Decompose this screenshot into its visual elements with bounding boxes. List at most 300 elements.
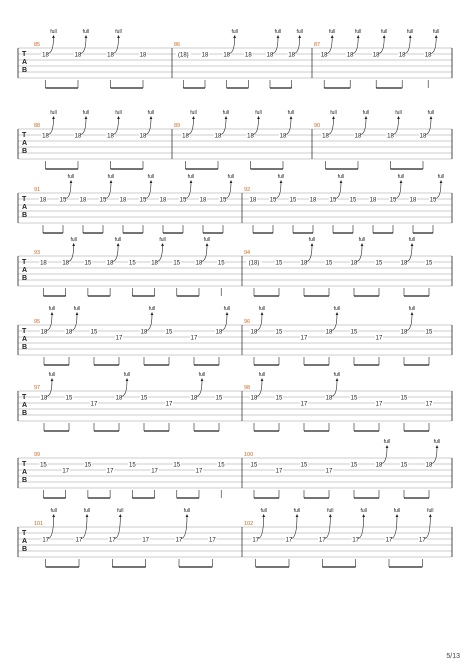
bend-label: full xyxy=(70,237,77,243)
fret-number: 18 xyxy=(244,52,252,59)
fret-number: 18 xyxy=(398,52,406,59)
bend-arrowhead xyxy=(409,35,412,38)
tab-clef-letter: B xyxy=(22,344,28,351)
fret-number: 18 xyxy=(419,133,427,140)
fret-number: 18 xyxy=(279,133,287,140)
bend-arrowhead xyxy=(436,445,439,448)
bend-arrow xyxy=(331,314,337,331)
fret-number: 17 xyxy=(90,401,98,408)
bend-arrow xyxy=(46,314,52,331)
tab-clef-letter: A xyxy=(22,267,28,274)
bend-arrow xyxy=(157,245,163,262)
fret-number: 18 xyxy=(159,197,167,204)
tab-clef-letter: A xyxy=(22,336,28,343)
bend-arrowhead xyxy=(226,312,229,315)
fret-number: 15 xyxy=(250,462,258,469)
bend-arrowhead xyxy=(117,116,120,119)
fret-number: 18 xyxy=(346,52,354,59)
fret-number: 17 xyxy=(190,335,198,342)
bend-arrowhead xyxy=(192,116,195,119)
fret-number: 18 xyxy=(74,133,82,140)
fret-number: 17 xyxy=(375,335,383,342)
fret-number: 18 xyxy=(320,52,328,59)
bend-label: full xyxy=(82,29,90,35)
fret-number: 18 xyxy=(266,52,274,59)
fret-number: 15 xyxy=(429,197,437,204)
bend-arrow xyxy=(275,182,281,199)
bend-label: full xyxy=(73,306,81,312)
bend-label: full xyxy=(287,110,295,116)
bend-label: full xyxy=(274,29,282,35)
fret-number: 18 xyxy=(139,133,147,140)
bend-label: full xyxy=(82,110,90,116)
fret-number: 15 xyxy=(269,197,277,204)
bend-arrow xyxy=(326,37,332,54)
bend-arrowhead xyxy=(51,312,54,315)
fret-number: 18 xyxy=(74,52,82,59)
bend-arrow xyxy=(272,37,278,54)
bend-label: full xyxy=(147,174,155,180)
bend-arrowhead xyxy=(332,116,335,119)
fret-number: 18 xyxy=(369,197,377,204)
bend-arrow xyxy=(146,314,152,331)
fret-number: 15 xyxy=(84,462,92,469)
fret-number: 15 xyxy=(300,462,308,469)
fret-number: 17 xyxy=(318,537,326,544)
bend-arrow xyxy=(404,37,410,54)
bend-arrow xyxy=(360,118,366,135)
fret-number: 15 xyxy=(215,395,223,402)
fret-number: (18) xyxy=(248,260,260,267)
bend-label: full xyxy=(328,29,336,35)
fret-number: 17 xyxy=(208,537,216,544)
tab-clef-letter: B xyxy=(22,477,28,484)
fret-number: 15 xyxy=(59,197,67,204)
bend-label: full xyxy=(50,508,57,514)
fret-number: 18 xyxy=(409,197,417,204)
bend-arrowhead xyxy=(110,180,113,183)
fret-number: 18 xyxy=(39,197,47,204)
bend-label: full xyxy=(231,29,238,35)
fret-number: 15 xyxy=(179,197,187,204)
fret-number: 17 xyxy=(142,537,150,544)
tab-clef-letter: B xyxy=(22,275,28,282)
bend-label: full xyxy=(203,237,211,243)
bend-label: full xyxy=(380,29,388,35)
bend-arrow xyxy=(331,380,337,397)
fret-number: 18 xyxy=(223,52,231,59)
bend-arrowhead xyxy=(72,243,75,246)
bend-arrowhead xyxy=(277,35,280,38)
measure-number: 87 xyxy=(314,42,321,48)
bend-label: full xyxy=(187,174,195,180)
bend-arrow xyxy=(406,314,412,331)
fret-number: 18 xyxy=(372,52,380,59)
measure-number: 85 xyxy=(34,42,41,48)
bend-label: full xyxy=(393,508,401,514)
bend-label: full xyxy=(198,372,206,378)
bend-label: full xyxy=(67,174,75,180)
tab-clef-letter: A xyxy=(22,59,28,66)
bend-arrowhead xyxy=(52,35,55,38)
fret-number: 18 xyxy=(288,52,296,59)
fret-number: 15 xyxy=(173,462,181,469)
fret-number: 18 xyxy=(140,329,148,336)
bend-label: full xyxy=(222,110,230,116)
bend-arrow xyxy=(225,182,231,199)
tab-clef-letter: A xyxy=(22,469,28,476)
fret-number: 17 xyxy=(108,537,116,544)
measure-number: 98 xyxy=(244,385,251,391)
bend-arrowhead xyxy=(52,514,55,517)
fret-number: 18 xyxy=(190,395,198,402)
bend-arrowhead xyxy=(206,243,209,246)
fret-number: 15 xyxy=(350,395,358,402)
fret-number: 18 xyxy=(354,133,362,140)
bend-arrow xyxy=(68,245,74,262)
fret-number: 15 xyxy=(275,329,283,336)
bend-label: full xyxy=(277,174,285,180)
bend-arrow xyxy=(80,118,86,135)
bend-arrow xyxy=(46,380,52,397)
fret-number: 17 xyxy=(375,401,383,408)
bend-arrow xyxy=(221,314,227,331)
fret-number: 17 xyxy=(42,537,50,544)
bend-arrow xyxy=(425,118,431,135)
fret-number: 17 xyxy=(115,335,123,342)
bend-arrowhead xyxy=(261,378,264,381)
fret-number: 18 xyxy=(42,133,49,140)
fret-number: 17 xyxy=(385,537,393,544)
bend-arrow xyxy=(80,37,86,54)
fret-number: 18 xyxy=(65,329,73,336)
fret-number: 15 xyxy=(349,197,357,204)
fret-number: 18 xyxy=(199,197,207,204)
bend-arrowhead xyxy=(362,514,365,517)
fret-number: 18 xyxy=(325,395,333,402)
fret-number: 18 xyxy=(325,329,333,336)
bend-arrow xyxy=(201,245,207,262)
fret-number: 17 xyxy=(275,468,283,475)
bend-arrowhead xyxy=(331,35,334,38)
bend-arrowhead xyxy=(117,243,120,246)
bend-label: full xyxy=(397,174,405,180)
bend-label: full xyxy=(432,29,440,35)
bend-arrowhead xyxy=(430,116,433,119)
bend-label: full xyxy=(408,306,416,312)
fret-number: 18 xyxy=(250,395,258,402)
bend-label: full xyxy=(190,110,197,116)
fret-number: 18 xyxy=(40,329,48,336)
bend-arrowhead xyxy=(336,312,339,315)
bend-label: full xyxy=(83,508,91,514)
bend-label: full xyxy=(406,29,414,35)
bend-label: full xyxy=(50,29,57,35)
fret-number: 18 xyxy=(62,260,70,267)
bend-arrow xyxy=(352,37,358,54)
bend-arrowhead xyxy=(225,116,228,119)
fret-number: 15 xyxy=(139,197,147,204)
bend-arrow xyxy=(121,380,127,397)
tab-clef-letter: T xyxy=(22,530,27,537)
fret-number: 18 xyxy=(40,395,48,402)
fret-number: 15 xyxy=(217,260,225,267)
bend-label: full xyxy=(358,237,366,243)
measure-number: 90 xyxy=(314,123,321,129)
bend-arrowhead xyxy=(396,514,399,517)
measure-number: 86 xyxy=(174,42,181,48)
bend-arrowhead xyxy=(150,180,153,183)
bend-arrow xyxy=(328,118,334,135)
fret-number: 17 xyxy=(425,401,433,408)
fret-number: 15 xyxy=(173,260,181,267)
bend-arrow xyxy=(256,380,262,397)
tab-clef-letter: B xyxy=(22,148,28,155)
tab-clef-letter: A xyxy=(22,140,28,147)
bend-label: full xyxy=(227,174,235,180)
fret-number: 15 xyxy=(329,197,337,204)
bend-arrow xyxy=(65,182,71,199)
tab-clef-letter: B xyxy=(22,67,28,74)
bend-arrow xyxy=(430,37,436,54)
fret-number: 15 xyxy=(375,260,383,267)
bend-arrow xyxy=(48,118,54,135)
bend-label: full xyxy=(293,508,301,514)
bend-arrowhead xyxy=(85,116,88,119)
fret-number: 15 xyxy=(425,260,433,267)
fret-number: 18 xyxy=(214,133,222,140)
tab-clef-letter: B xyxy=(22,546,28,553)
bend-arrowhead xyxy=(261,312,264,315)
fret-number: 17 xyxy=(285,537,293,544)
bend-arrowhead xyxy=(400,180,403,183)
fret-number: (18) xyxy=(177,52,189,59)
fret-number: 17 xyxy=(418,537,426,544)
bend-label: full xyxy=(395,110,402,116)
bend-arrowhead xyxy=(340,180,343,183)
fret-number: 15 xyxy=(400,395,408,402)
bend-arrowhead xyxy=(76,312,79,315)
bend-arrowhead xyxy=(190,180,193,183)
bend-arrowhead xyxy=(161,243,164,246)
bend-arrow xyxy=(220,118,226,135)
bend-arrow xyxy=(253,118,259,135)
bend-arrowhead xyxy=(233,35,236,38)
bend-arrowhead xyxy=(357,35,360,38)
fret-number: 17 xyxy=(300,335,308,342)
fret-number: 17 xyxy=(151,468,158,475)
measure-number: 101 xyxy=(34,521,44,527)
fret-number: 15 xyxy=(400,462,408,469)
fret-number: 15 xyxy=(219,197,227,204)
fret-number: 18 xyxy=(42,52,49,59)
bend-arrow xyxy=(188,118,194,135)
fret-number: 18 xyxy=(424,52,432,59)
fret-number: 17 xyxy=(106,468,114,475)
fret-number: 15 xyxy=(40,462,47,469)
bend-label: full xyxy=(258,306,266,312)
measure-number: 102 xyxy=(244,521,254,527)
fret-number: 18 xyxy=(119,197,127,204)
bend-label: full xyxy=(362,110,370,116)
bend-arrow xyxy=(285,118,291,135)
fret-number: 18 xyxy=(375,462,383,469)
bend-arrowhead xyxy=(186,514,189,517)
tab-clef-letter: T xyxy=(22,51,27,58)
bend-arrowhead xyxy=(85,35,88,38)
bend-label: full xyxy=(123,372,131,378)
bend-label: full xyxy=(183,508,191,514)
measure-number: 88 xyxy=(34,123,41,129)
fret-number: 15 xyxy=(275,260,283,267)
bend-label: full xyxy=(48,306,56,312)
fret-number: 17 xyxy=(325,468,333,475)
measure-number: 94 xyxy=(244,250,251,256)
bend-label: full xyxy=(223,306,231,312)
fret-number: 18 xyxy=(195,260,203,267)
measure-number: 92 xyxy=(244,187,251,193)
bend-label: full xyxy=(115,110,122,116)
fret-number: 18 xyxy=(151,260,158,267)
measure-number: 100 xyxy=(244,452,254,458)
fret-number: 17 xyxy=(352,537,360,544)
measure-number: 95 xyxy=(34,319,41,325)
bend-arrowhead xyxy=(262,514,265,517)
bend-arrow xyxy=(112,245,118,262)
bend-arrow xyxy=(435,182,441,199)
bend-label: full xyxy=(50,110,57,116)
bend-label: full xyxy=(333,306,341,312)
bend-arrow xyxy=(113,118,119,135)
fret-number: 15 xyxy=(425,329,433,336)
bend-arrow xyxy=(185,182,191,199)
fret-number: 15 xyxy=(325,260,333,267)
bend-arrowhead xyxy=(290,116,293,119)
bend-arrowhead xyxy=(126,378,129,381)
page-number: 5/13 xyxy=(446,653,460,660)
fret-number: 18 xyxy=(106,260,114,267)
fret-number: 18 xyxy=(40,260,47,267)
bend-arrowhead xyxy=(117,35,120,38)
bend-arrowhead xyxy=(119,514,122,517)
tab-clef-letter: T xyxy=(22,132,27,139)
fret-number: 15 xyxy=(350,329,358,336)
fret-number: 18 xyxy=(201,52,209,59)
bend-label: full xyxy=(360,508,367,514)
fret-number: 17 xyxy=(75,537,83,544)
fret-number: 17 xyxy=(62,468,70,475)
fret-number: 18 xyxy=(249,197,257,204)
bend-arrow xyxy=(406,245,412,262)
fret-number: 15 xyxy=(217,462,225,469)
measure-number: 91 xyxy=(34,187,41,193)
fret-number: 17 xyxy=(300,401,308,408)
bend-label: full xyxy=(330,110,337,116)
bend-arrow xyxy=(196,380,202,397)
fret-number: 15 xyxy=(99,197,107,204)
fret-number: 15 xyxy=(128,260,136,267)
bend-label: full xyxy=(296,29,303,35)
bend-arrowhead xyxy=(411,312,414,315)
bend-arrow xyxy=(306,245,312,262)
fret-number: 18 xyxy=(322,133,329,140)
bend-label: full xyxy=(148,306,156,312)
bend-arrow xyxy=(145,118,151,135)
tab-clef-letter: T xyxy=(22,196,27,203)
fret-number: 18 xyxy=(400,260,408,267)
bend-arrowhead xyxy=(280,180,283,183)
bend-arrow xyxy=(113,37,119,54)
bend-label: full xyxy=(159,237,166,243)
bend-arrow xyxy=(335,182,341,199)
bend-arrowhead xyxy=(296,514,299,517)
bend-arrowhead xyxy=(257,116,260,119)
fret-number: 15 xyxy=(84,260,92,267)
fret-number: 17 xyxy=(252,537,260,544)
bend-arrow xyxy=(294,37,300,54)
fret-number: 15 xyxy=(128,462,136,469)
tab-clef-letter: A xyxy=(22,402,28,409)
bend-arrowhead xyxy=(86,514,89,517)
bend-arrow xyxy=(378,37,384,54)
measure-number: 93 xyxy=(34,250,41,256)
bend-arrowhead xyxy=(51,378,54,381)
tab-clef-letter: T xyxy=(22,394,27,401)
fret-number: 18 xyxy=(309,197,317,204)
tab-clef-letter: T xyxy=(22,328,27,335)
bend-arrow xyxy=(356,245,362,262)
bend-arrowhead xyxy=(230,180,233,183)
fret-number: 18 xyxy=(115,395,123,402)
bend-label: full xyxy=(333,372,341,378)
bend-label: full xyxy=(117,508,124,514)
fret-number: 15 xyxy=(275,395,283,402)
bend-arrow xyxy=(229,37,235,54)
fret-number: 17 xyxy=(165,401,173,408)
fret-number: 18 xyxy=(215,329,223,336)
bend-arrowhead xyxy=(311,243,314,246)
fret-number: 18 xyxy=(250,329,258,336)
bend-arrowhead xyxy=(429,514,432,517)
fret-number: 15 xyxy=(389,197,397,204)
bend-arrowhead xyxy=(397,116,400,119)
bend-label: full xyxy=(48,372,56,378)
fret-number: 18 xyxy=(400,329,408,336)
fret-number: 18 xyxy=(350,260,358,267)
bend-label: full xyxy=(383,439,391,445)
fret-number: 18 xyxy=(182,133,189,140)
bend-label: full xyxy=(255,110,262,116)
bend-arrow xyxy=(431,447,437,464)
bend-arrowhead xyxy=(383,35,386,38)
fret-number: 18 xyxy=(79,197,87,204)
fret-number: 15 xyxy=(165,329,173,336)
bend-arrow xyxy=(48,37,54,54)
measure-number: 89 xyxy=(174,123,181,129)
fret-number: 17 xyxy=(195,468,203,475)
fret-number: 18 xyxy=(300,260,308,267)
bend-arrow xyxy=(145,182,151,199)
bend-arrowhead xyxy=(70,180,73,183)
fret-number: 15 xyxy=(140,395,148,402)
bend-label: full xyxy=(115,29,122,35)
bend-arrow xyxy=(71,314,77,331)
bend-label: full xyxy=(260,508,267,514)
bend-arrowhead xyxy=(150,116,153,119)
bend-arrow xyxy=(393,118,399,135)
fret-number: 18 xyxy=(387,133,394,140)
fret-number: 15 xyxy=(350,462,358,469)
